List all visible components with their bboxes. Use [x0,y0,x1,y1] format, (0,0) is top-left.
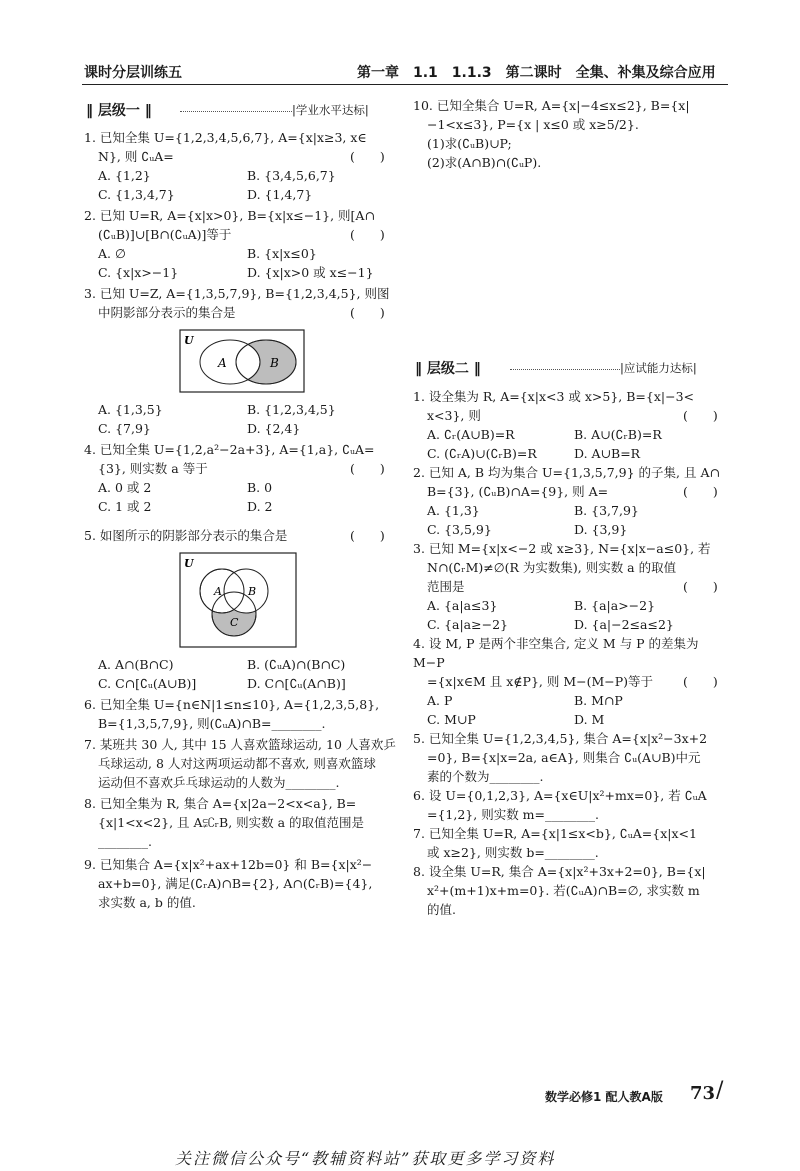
right-column: 1. 设全集为 R, A={x|x<3 或 x>5}, B={x|−3< x<3}, 则 ( ) A. ∁ᵣ(A∪B)=R B. A∪(∁ᵣB)=R C. (∁ᵣA)∪(∁ᵣB)=R D. A∪B=R 2. 已知 A, B 均为集合 U={1,3,5,7,9} 的子集, 且 A∩ B={3}, (∁ᵤB)∩A={9}, 则 A= ( ) A. {1,3} B. {3,7,9} C. {3,5,9} D. {3,9} 3. 已知 M={x|x<−2 或 x≥3}, N={x|x−a≤0}, 若 N∩(∁ᵣM)≠∅(R 为实数集), 则实数 a 的取值 范围是 ( ) A. {a|a≤3} B. {a|a>−2} C. {a|a≥−2} D. {a|−2≤a≤2} 4. 设 M, P 是两个非空集合, 定义 M 与 P 的差集为 M−P ={x|x∈M 且 x∉P}, 则 M−(M−P)等于 ( ) A. P B. M∩P C. M∪P D. M 5. 已知全集 U={1,2,3,4,5}, 集合 A={x|x²−3x+2 =0}, B={x|x=2a, a∈A}, 则集合 ∁ᵤ(A∪B)中元 素的个数为________. 6. 设 U={0,1,2,3}, A={x∈U|x²+mx=0}, 若 ∁ᵤA ={1,2}, 则实数 m=________. 7. 已知全集 U=R, A={x|1≤x<b}, ∁ᵤA={x|x<1 或 x≥2}, 则实数 b=________. 8. 设全集 U=R, 集合 A={x|x²+3x+2=0}, B={x| x²+(m+1)x+m=0}. 若(∁ᵤA)∩B=∅, 求实数 m 的值. [413,387,729,919]
venn2-c-label: C [230,616,239,629]
venn-diagram-2 [84,551,384,651]
venn2-a-label: A [214,585,222,598]
question-7: 7. 某班共 30 人, 其中 15 人喜欢篮球运动, 10 人喜欢乒 乓球运动, 8 人对这两项运动都不喜欢, 则喜欢篮球 运动但不喜欢乒乓球运动的人数为________. [84,737,396,790]
chapter-heading: 第一章 1.1 1.1.3 第二课时 全集、补集及综合应用 [357,65,716,81]
question-8: 8. 已知全集为 R, 集合 A={x|2a−2<x<a}, B= {x|1<x<2}, 且 A⫋∁ᵣB, 则实数 a 的取值范围是 ________. [84,796,365,849]
level2-question-6: 6. 设 U={0,1,2,3}, A={x∈U|x²+mx=0}, 若 ∁ᵤA ={1,2}, 则实数 m=________. [413,788,707,822]
level2-tag: |应试能力达标| [620,361,697,375]
book-label: 数学必修1 配人教A版 [545,1090,663,1104]
watermark-text: 关注微信公众号“教辅资料站”获取更多学习资料 [175,1149,556,1168]
level2-question-1: 1. 设全集为 R, A={x|x<3 或 x>5}, B={x|−3< x<3}, 则 ( ) [413,389,718,423]
question-9: 9. 已知集合 A={x|x²+ax+12b=0} 和 B={x|x²− ax+b=0}, 满足(∁ᵣA)∩B={2}, A∩(∁ᵣB)={4}, 求实数 a, b 的值. [84,857,373,910]
level1-tag: |学业水平达标| [292,103,369,117]
level2-question-4: 4. 设 M, P 是两个非空集合, 定义 M 与 P 的差集为 M−P ={x|x∈M 且 x∉P}, 则 M−(M−P)等于 ( ) [413,636,718,689]
page-slash: / [716,1078,724,1103]
left-column: 1. 已知全集 U={1,2,3,4,5,6,7}, A={x|x≥3, x∈ N}, 则 ∁ᵤA= ( ) A. {1,2} B. {3,4,5,6,7} C. {1,3,4,7} D. {1,4,7} 2. 已知 U=R, A={x|x>0}, B={x|x≤−1}, 则[A∩ (∁ᵤB)]∪[B∩(∁ᵤA)]等于 ( ) A. ∅ B. {x|x≤0} C. {x|x>−1} D. {x|x>0 或 x≤−1} 3. 已知 U=Z, A={1,3,5,7,9}, B={1,2,3,4,5}, 则图 中阴影部分表示的集合是 ( ) U A B A. {1,3,5} B. {1,2,3,4,5} C. {7,9} D. {2,4} 4. 已知全集 U={1,2,a²−2a+3}, A={1,a}, ∁ᵤA= {3}, 则实数 a 等于 ( ) A. 0 或 2 B. 0 C. 1 或 2 D. 2 5. 如图所示的阴影部分表示的集合是 ( ) U A B C A. A∩(B∩C) B. (∁ᵤA)∩(B∩C) C. C∩[∁ᵤ(A∪B)] D. C∩[∁ᵤ(A∩B)] 6. 已知全集 U={n∈N|1≤n≤10}, A={1,2,3,5,8}, B={1,3,5,7,9}, 则(∁ᵤA)∩B=________. 7. 某班共 30 人, 其中 15 人喜欢篮球运动, 10 人喜欢乒 乓球运动, 8 人对这两项运动都不喜欢, 则喜欢篮球 运动但不喜欢乒乓球运动的人数为________. 8. 已知全集为 R, 集合 A={x|2a−2<x<a}, B= {x|1<x<2}, 且 A⫋∁ᵣB, 则实数 a 的取值范围是 ________. 9. 已知集合 A={x|x²+ax+12b=0} 和 B={x|x²− ax+b=0}, 满足(∁ᵣA)∩B={2}, A∩(∁ᵣB)={4}, 求实数 a, b 的值. [84,130,396,910]
worksheet-title: 课时分层训练五 [84,65,182,81]
question-6: 6. 已知全集 U={n∈N|1≤n≤10}, A={1,2,3,5,8}, B={1,3,5,7,9}, 则(∁ᵤA)∩B=________. [84,697,380,731]
level2-question-3: 3. 已知 M={x|x<−2 或 x≥3}, N={x|x−a≤0}, 若 N∩(∁ᵣM)≠∅(R 为实数集), 则实数 a 的取值 范围是 ( ) [413,541,718,594]
venn2-u-label: U [184,557,194,570]
question-4: 4. 已知全集 U={1,2,a²−2a+3}, A={1,a}, ∁ᵤA= {3}, 则实数 a 等于 ( ) [84,442,385,476]
question-10: 10. 已知全集合 U=R, A={x|−4≤x≤2}, B={x| −1<x≤3}, P={x | x≤0 或 x≥5/2}. (1)求(∁ᵤB)∪P; (2)求(A∩B)∩(∁ᵤP). [413,98,690,170]
header-rule [82,84,728,85]
venn1-u-label: U [184,334,194,347]
venn1-a-label: A [218,356,227,370]
level1-dots [180,111,292,112]
page-number: 73 [690,1083,716,1104]
question-5: 5. 如图所示的阴影部分表示的集合是 ( ) [84,528,385,543]
level2-question-2: 2. 已知 A, B 均为集合 U={1,3,5,7,9} 的子集, 且 A∩ B={3}, (∁ᵤB)∩A={9}, 则 A= ( ) [413,465,720,499]
venn2-b-label: B [248,585,257,598]
venn1-b-label: B [270,356,279,370]
level2-question-8: 8. 设全集 U=R, 集合 A={x|x²+3x+2=0}, B={x| x²+(m+1)x+m=0}. 若(∁ᵤA)∩B=∅, 求实数 m 的值. [413,864,706,917]
venn-diagram-1 [84,328,384,396]
level2-dots [510,369,620,370]
question-1: 1. 已知全集 U={1,2,3,4,5,6,7}, A={x|x≥3, x∈ N}, 则 ∁ᵤA= ( ) [84,130,385,164]
level1-title: ‖ 层级一 ‖ [86,103,152,119]
level2-question-5: 5. 已知全集 U={1,2,3,4,5}, 集合 A={x|x²−3x+2 =0}, B={x|x=2a, a∈A}, 则集合 ∁ᵤ(A∪B)中元 素的个数为________. [413,731,708,784]
question-3: 3. 已知 U=Z, A={1,3,5,7,9}, B={1,2,3,4,5}, 则图 中阴影部分表示的集合是 ( ) [84,286,390,320]
level2-question-7: 7. 已知全集 U=R, A={x|1≤x<b}, ∁ᵤA={x|x<1 或 x≥2}, 则实数 b=________. [413,826,697,860]
question-2: 2. 已知 U=R, A={x|x>0}, B={x|x≤−1}, 则[A∩ (∁ᵤB)]∪[B∩(∁ᵤA)]等于 ( ) [84,208,385,242]
level2-title: ‖ 层级二 ‖ [415,361,481,377]
